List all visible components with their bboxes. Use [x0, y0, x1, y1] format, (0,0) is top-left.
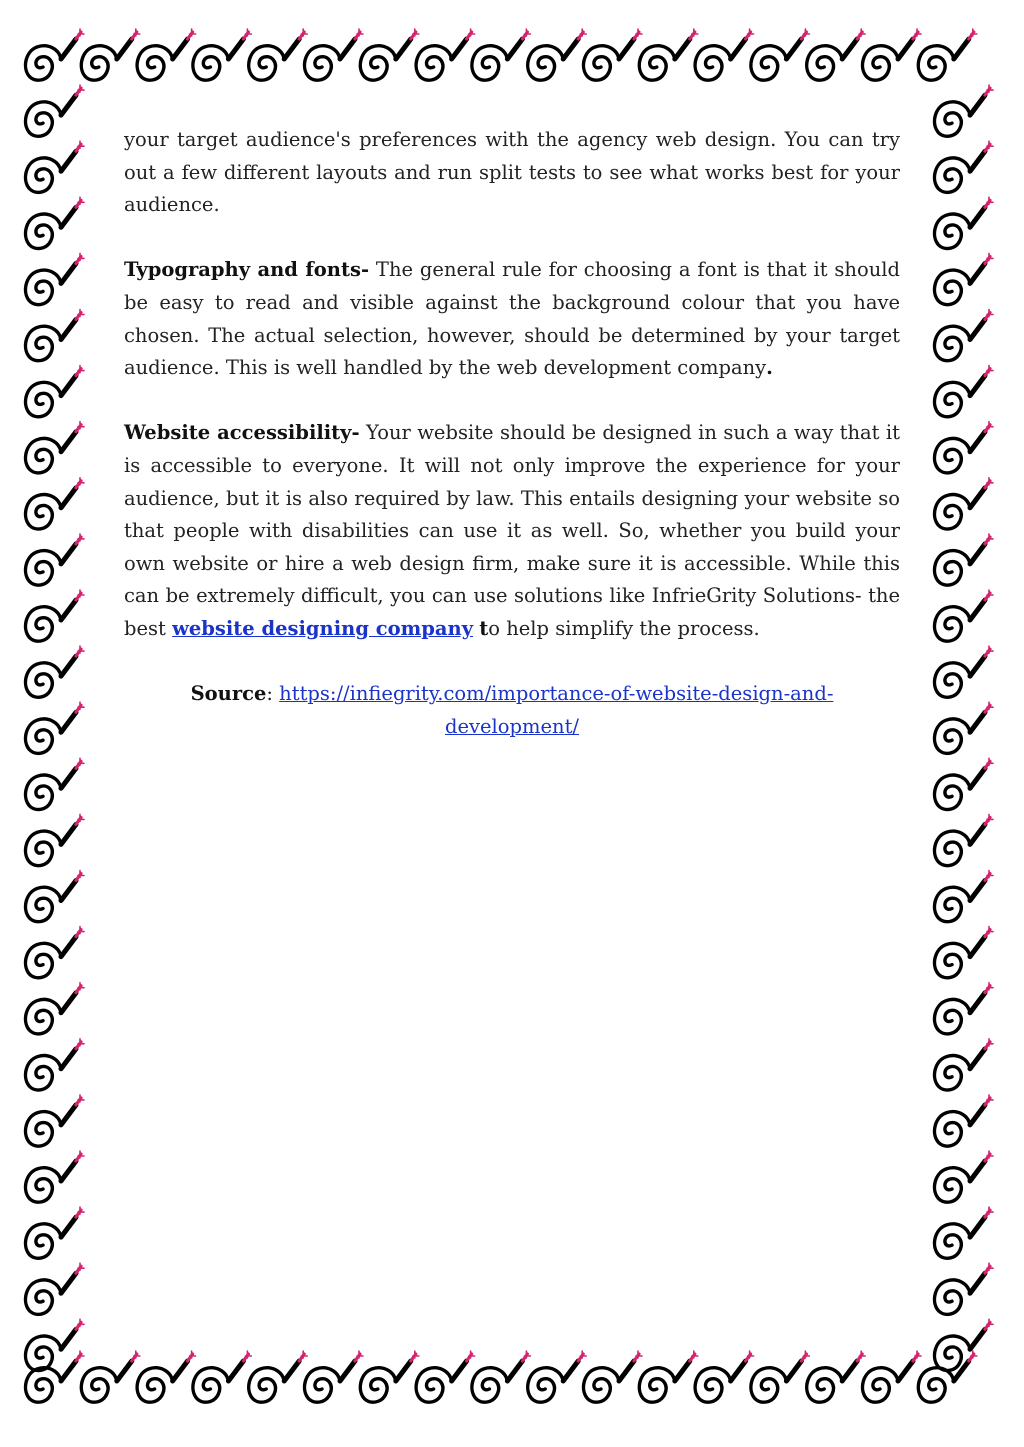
swirl-pen-icon — [935, 366, 993, 417]
swirl-pen-icon — [935, 871, 993, 922]
swirl-pen-icon — [26, 141, 84, 192]
swirl-pen-icon — [935, 85, 993, 136]
swirl-pen-icon — [695, 1351, 753, 1402]
swirl-pen-icon — [751, 1351, 809, 1402]
swirl-pen-icon — [26, 1351, 84, 1402]
swirl-pen-icon — [863, 1351, 921, 1402]
swirl-pen-icon — [472, 29, 530, 80]
swirl-pen-icon — [26, 29, 84, 80]
swirl-pen-icon — [249, 1351, 307, 1402]
swirl-pen-icon — [26, 1039, 84, 1090]
swirl-pen-icon — [935, 814, 993, 865]
swirl-pen-icon — [935, 197, 993, 248]
source-line — [124, 678, 900, 743]
swirl-pen-icon — [26, 1263, 84, 1314]
swirl-pen-icon — [137, 1351, 195, 1402]
swirl-pen-icon — [528, 29, 586, 80]
swirl-pen-icon — [584, 29, 642, 80]
swirl-pen-icon — [26, 197, 84, 248]
swirl-pen-icon — [26, 702, 84, 753]
swirl-pen-icon — [26, 1151, 84, 1202]
accessibility-bold-letter: t — [479, 616, 489, 640]
swirl-pen-icon — [935, 702, 993, 753]
swirl-pen-icon — [935, 310, 993, 361]
swirl-pen-icon — [193, 1351, 251, 1402]
swirl-pen-icon — [935, 534, 993, 585]
swirl-pen-icon — [935, 758, 993, 809]
swirl-pen-icon — [26, 927, 84, 978]
swirl-pen-icon — [26, 534, 84, 585]
swirl-pen-icon — [137, 29, 195, 80]
source-link[interactable]: https://infiegrity.com/importance-of-website-design-and-development/ — [279, 682, 834, 738]
document-body — [124, 124, 900, 776]
swirl-pen-icon — [935, 1319, 993, 1370]
swirl-pen-icon — [584, 1351, 642, 1402]
swirl-pen-icon — [26, 478, 84, 529]
swirl-pen-icon — [935, 927, 993, 978]
swirl-pen-icon — [26, 422, 84, 473]
swirl-pen-icon — [935, 1263, 993, 1314]
swirl-pen-icon — [26, 310, 84, 361]
swirl-pen-icon — [360, 29, 418, 80]
accessibility-paragraph — [124, 417, 900, 645]
swirl-pen-icon — [249, 29, 307, 80]
swirl-pen-icon — [360, 1351, 418, 1402]
swirl-pen-icon — [26, 1207, 84, 1258]
swirl-pen-icon — [935, 1039, 993, 1090]
website-designing-company-link[interactable]: website designing company — [172, 616, 474, 640]
swirl-pen-icon — [935, 646, 993, 697]
swirl-pen-icon — [935, 983, 993, 1034]
swirl-pen-icon — [807, 29, 865, 80]
swirl-pen-icon — [26, 983, 84, 1034]
swirl-pen-icon — [26, 871, 84, 922]
source-label: Source — [190, 682, 267, 706]
swirl-pen-icon — [26, 646, 84, 697]
swirl-pen-icon — [935, 253, 993, 304]
swirl-pen-icon — [26, 366, 84, 417]
swirl-pen-icon — [305, 1351, 363, 1402]
accessibility-heading: Website accessibility- — [124, 421, 360, 445]
typography-paragraph — [124, 254, 900, 384]
swirl-pen-icon — [193, 29, 251, 80]
swirl-pen-icon — [26, 253, 84, 304]
typography-heading: Typography and fonts- — [124, 258, 370, 282]
swirl-pen-icon — [935, 141, 993, 192]
intro-paragraph: your target audience's preferences with the agency web design. You can try out a few different layouts and run split tests to see what works best for your audience. — [124, 128, 900, 217]
accessibility-tail: o help simplify the process. — [488, 616, 760, 640]
swirl-pen-icon — [639, 29, 697, 80]
swirl-pen-icon — [695, 29, 753, 80]
typography-body: The general rule for choosing a font is that it should be easy to read and visible against the background colour that you have chosen. The actual selection, however, should be determined by your target audience. This is well handled by the web development company — [124, 258, 901, 380]
swirl-pen-icon — [26, 1095, 84, 1146]
swirl-pen-icon — [935, 422, 993, 473]
swirl-pen-icon — [935, 1095, 993, 1146]
swirl-pen-icon — [305, 29, 363, 80]
swirl-pen-icon — [416, 1351, 474, 1402]
swirl-pen-icon — [807, 1351, 865, 1402]
source-separator: : — [266, 682, 280, 706]
swirl-pen-icon — [26, 590, 84, 641]
swirl-pen-icon — [918, 29, 976, 80]
swirl-pen-icon — [751, 29, 809, 80]
swirl-pen-icon — [416, 29, 474, 80]
swirl-pen-icon — [639, 1351, 697, 1402]
swirl-pen-icon — [935, 478, 993, 529]
typography-end-mark: . — [766, 356, 773, 380]
swirl-pen-icon — [26, 758, 84, 809]
swirl-pen-icon — [81, 29, 139, 80]
swirl-pen-icon — [935, 1151, 993, 1202]
swirl-pen-icon — [26, 814, 84, 865]
swirl-pen-icon — [863, 29, 921, 80]
swirl-pen-icon — [935, 1207, 993, 1258]
swirl-pen-icon — [81, 1351, 139, 1402]
swirl-pen-icon — [935, 590, 993, 641]
swirl-pen-icon — [528, 1351, 586, 1402]
swirl-pen-icon — [472, 1351, 530, 1402]
accessibility-body: Your website should be designed in such a way that it is accessible to everyone. It will not only improve the experience for your audience, but it is also required by law. This entails designing your website so that people with disabilities can use it as well. So, whether you build your own website or hire a web design firm, make sure it is accessible. While this can be extremely difficult, you can use solutions like InfrieGrity Solutions- the best — [124, 421, 900, 640]
swirl-pen-icon — [26, 85, 84, 136]
